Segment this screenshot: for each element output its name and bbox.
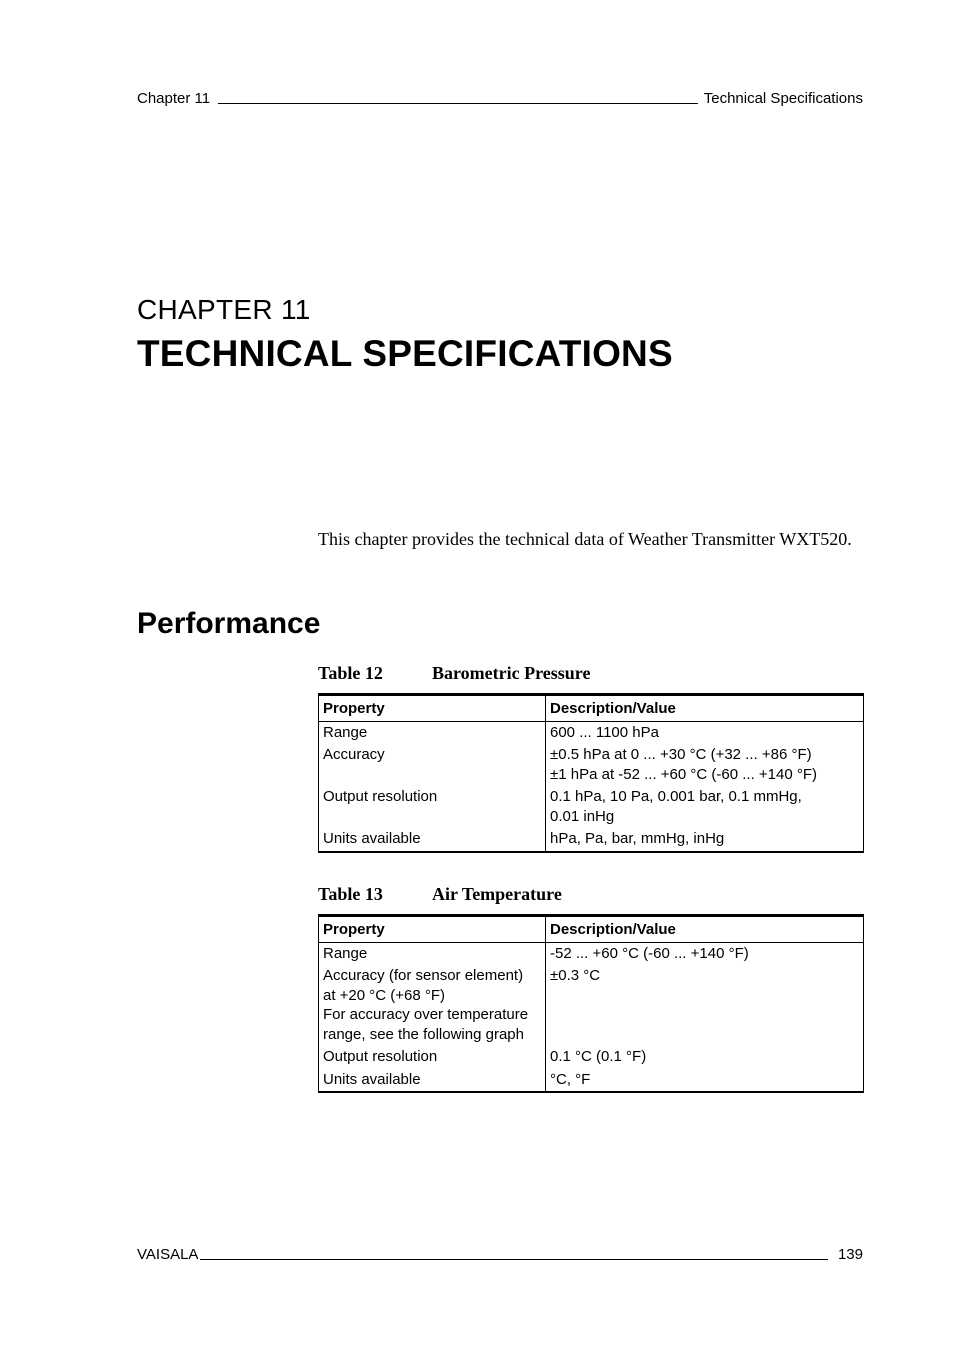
column-header: Property — [319, 695, 546, 722]
property-cell — [319, 965, 546, 1046]
table-row — [319, 965, 864, 1046]
cell-line: 600 ... 1100 hPa — [550, 723, 659, 741]
table-13-caption — [318, 884, 562, 905]
property-cell — [319, 1046, 546, 1069]
table-12-title: Barometric Pressure — [432, 663, 591, 683]
cell-line: ±0.3 °C — [550, 967, 601, 984]
cell-line: ±1 hPa at -52 ... +60 °C (-60 ... +140 °F) — [550, 765, 818, 783]
chapter-label: CHAPTER 11 — [137, 294, 311, 325]
column-header: Property — [319, 916, 546, 943]
cell-line: range, see the following graph — [323, 1025, 524, 1043]
table-row — [319, 828, 864, 852]
property-cell — [319, 828, 546, 852]
cell-line: ±0.5 hPa at 0 ... +30 °C (+32 ... +86 °F) — [550, 746, 812, 763]
column-header: Description/Value — [546, 916, 864, 943]
property-cell — [319, 721, 546, 744]
table-header-row — [319, 916, 864, 943]
table-row — [319, 786, 864, 828]
table-header-row — [319, 695, 864, 722]
column-header: Description/Value — [546, 695, 864, 722]
cell-line: 0.1 hPa, 10 Pa, 0.001 bar, 0.1 mmHg, — [550, 788, 802, 805]
value-cell — [546, 965, 864, 1046]
table-13-number: Table 13 — [318, 884, 383, 904]
cell-line: °C, °F — [550, 1070, 591, 1088]
cell-line: Accuracy — [323, 746, 385, 763]
table-row — [319, 942, 864, 965]
value-cell — [546, 721, 864, 744]
property-cell — [319, 1069, 546, 1093]
cell-line: Output resolution — [323, 1048, 438, 1065]
table-12-number: Table 12 — [318, 663, 383, 683]
cell-line: -52 ... +60 °C (-60 ... +140 °F) — [550, 944, 749, 962]
value-cell — [546, 942, 864, 965]
chapter-title: TECHNICAL SPECIFICATIONS — [137, 333, 673, 374]
cell-line: Range — [323, 944, 368, 962]
section-heading: Performance — [137, 607, 321, 640]
table-row — [319, 744, 864, 786]
table-12-caption — [318, 663, 590, 684]
cell-line: Range — [323, 723, 368, 741]
header-rule — [218, 103, 698, 104]
cell-line: Accuracy (for sensor element) — [323, 967, 524, 984]
property-cell — [319, 786, 546, 828]
footer-rule — [200, 1259, 828, 1260]
cell-line: hPa, Pa, bar, mmHg, inHg — [550, 830, 725, 847]
page-number: 139 — [837, 1246, 863, 1263]
value-cell — [546, 828, 864, 852]
running-header — [137, 87, 863, 107]
cell-line: Units available — [323, 1070, 421, 1088]
cell-line: Output resolution — [323, 788, 438, 805]
table-air-temperature — [318, 914, 864, 1093]
value-cell — [546, 1046, 864, 1069]
value-cell — [546, 786, 864, 828]
cell-line: 0.01 inHg — [550, 807, 615, 825]
value-cell — [546, 744, 864, 786]
property-cell — [319, 942, 546, 965]
table-13-title: Air Temperature — [432, 884, 562, 904]
cell-line: 0.1 °C (0.1 °F) — [550, 1048, 647, 1065]
value-cell — [546, 1069, 864, 1093]
header-chapter: Chapter 11 — [137, 90, 211, 107]
table-row — [319, 721, 864, 744]
header-title: Technical Specifications — [703, 90, 863, 107]
intro-paragraph: This chapter provides the technical data of Weather Transmitter WXT520. — [318, 529, 852, 549]
cell-line: For accuracy over temperature — [323, 1006, 529, 1023]
table-row — [319, 1046, 864, 1069]
cell-line: Units available — [323, 830, 421, 847]
footer-company: VAISALA — [137, 1246, 199, 1263]
running-footer — [137, 1243, 863, 1263]
cell-line: at +20 °C (+68 °F) — [323, 986, 446, 1004]
table-row — [319, 1069, 864, 1093]
property-cell — [319, 744, 546, 786]
table-barometric-pressure — [318, 693, 864, 853]
